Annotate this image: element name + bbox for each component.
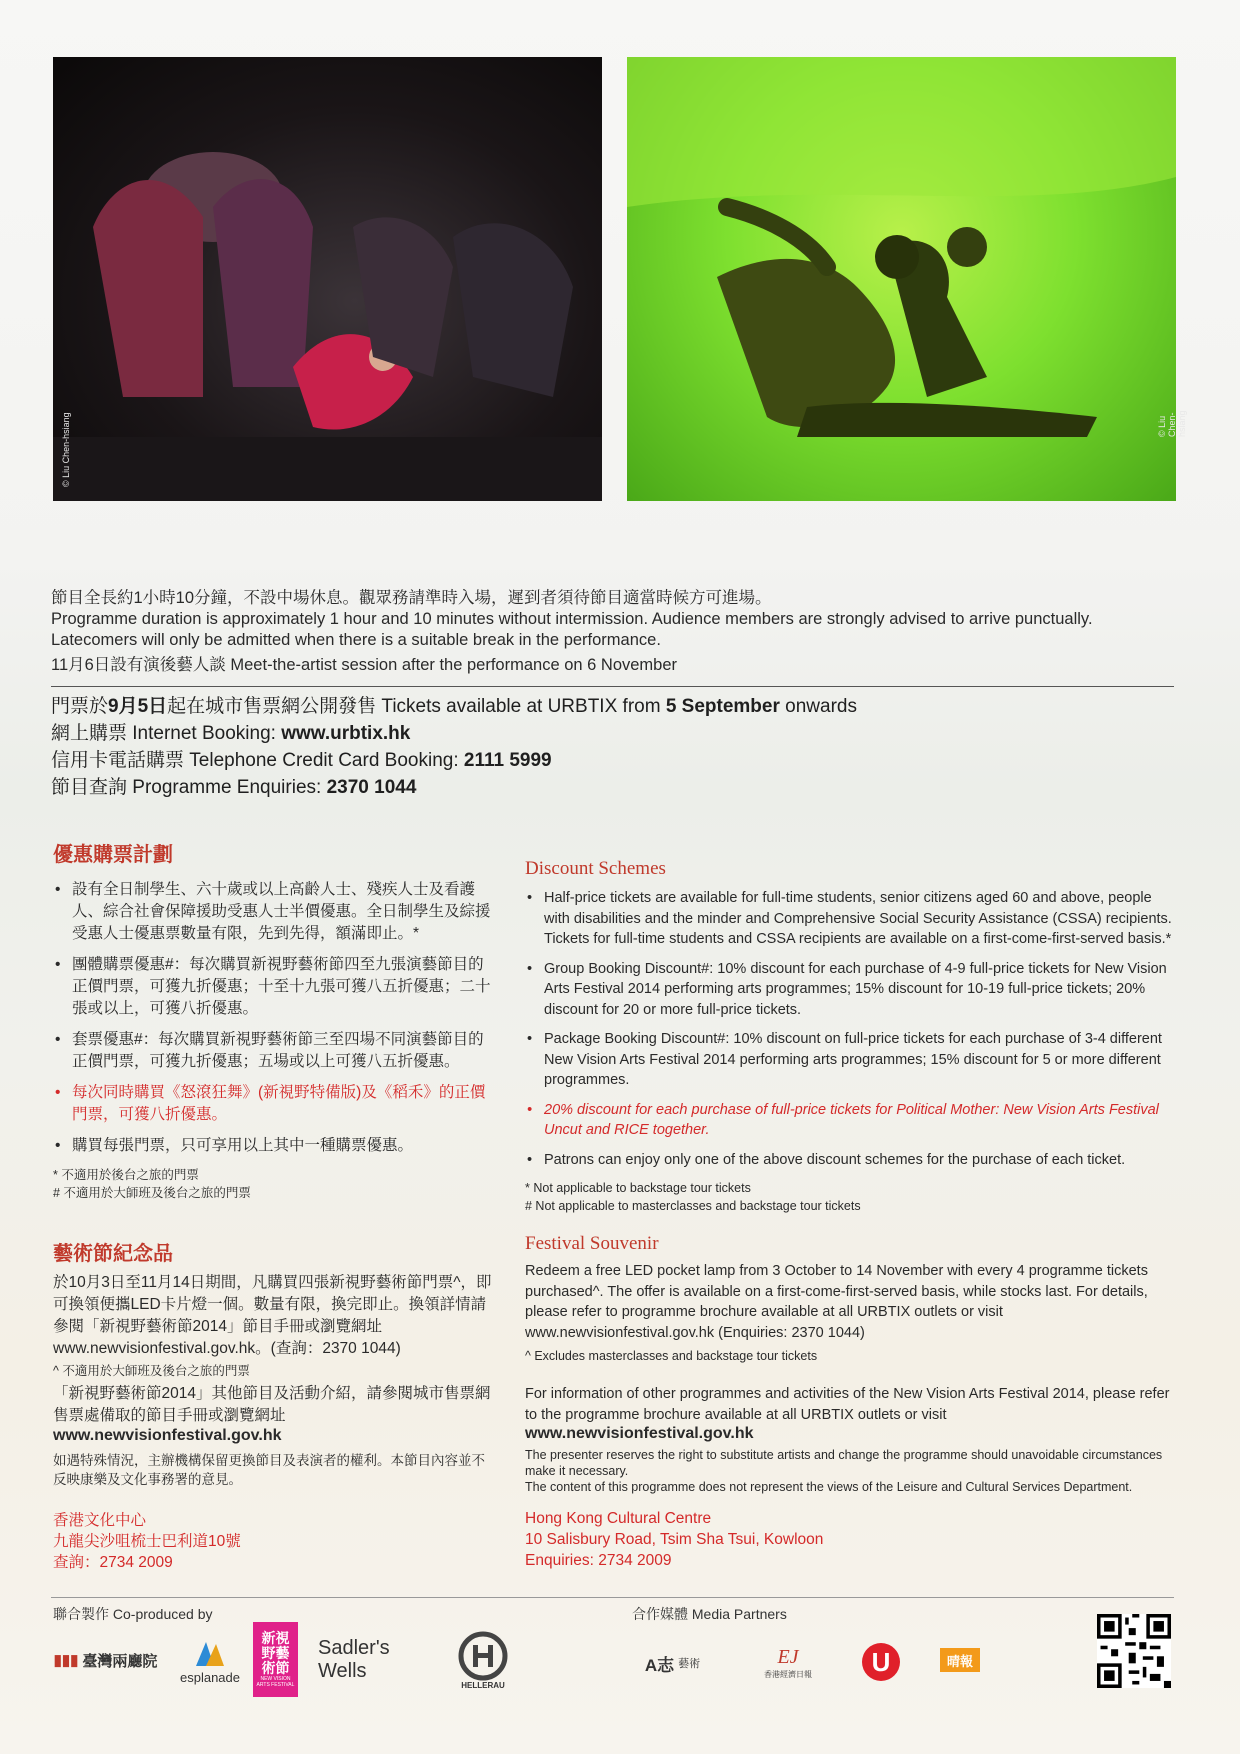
souvenir-en-heading: Festival Souvenir <box>525 1233 659 1254</box>
nvaf-logo: 新視野藝術節 NEW VISION ARTS FESTIVAL <box>253 1622 298 1697</box>
programme-intro <box>51 588 1181 676</box>
list-item: • 團體購票優惠#：每次購買新視野藝術節四至九張演藝節目的正價門票，可獲九折優惠；十至十九張可獲八五折優惠；二十張或以上，可獲八折優惠。 <box>53 954 498 1020</box>
hellerau-mark-icon <box>458 1631 508 1681</box>
u-magazine-logo: U <box>849 1642 913 1682</box>
list-item: • 20% discount for each purchase of full-price tickets for Political Mother: New Vision Arts Festival Uncut and RICE together. <box>525 1100 1176 1141</box>
ticket-sale-line: 門票於9月5日起在城市售票網公開發售 Tickets available at URBTIX from 5 September onwards <box>51 696 857 717</box>
duration-en: Programme duration is approximately 1 hour and 10 minutes without intermission. Audience members are strongly advised to arrive punctually. Latecomers will only be admitted when there is a suitable break in the performance. <box>51 610 1093 649</box>
list-item: • 設有全日制學生、六十歲或以上高齡人士、殘疾人士及看護人、綜合社會保障援助受惠人士半價優惠。全日制學生及綜援受惠人士優惠票數量有限，先到先得，額滿即止。* <box>53 879 498 945</box>
artnews-logo: A志 藝術 <box>644 1655 701 1675</box>
disclaimer-zh: 如遇特殊情況，主辦機構保留更換節目及表演者的權利。本節目內容並不反映康樂及文化事務署的意見。 <box>53 1453 485 1487</box>
esplanade-logo: esplanade <box>170 1628 250 1694</box>
programme-enquiries: 節目查詢 Programme Enquiries: 2370 1044 <box>51 777 417 798</box>
dance-photo-right <box>627 57 1187 501</box>
hellerau-logo: HELLERAU <box>452 1620 514 1700</box>
venue-name: Hong Kong Cultural Centre <box>525 1510 712 1527</box>
souvenir-zh-body: 於10月3日至11月14日期間，凡購買四張新視野藝術節門票^，即可換領便攜LED卡片燈一個。數量有限，換完即止。換領詳情請參閱「新視野藝術節2014」節目手冊或瀏覽網址 www.newvisionfestival.gov.hk。(查詢：2370 1044) <box>53 1274 492 1357</box>
discount-en-heading: Discount Schemes <box>525 858 666 879</box>
souvenir-zh-heading: 藝術節紀念品 <box>53 1243 173 1265</box>
venue-address: 10 Salisbury Road, Tsim Sha Tsui, Kowloon <box>525 1531 824 1548</box>
list-item: • 每次同時購買《怒滾狂舞》(新視野特備版)及《稻禾》的正價門票，可獲八折優惠。 <box>53 1082 498 1126</box>
photo-credit: © Liu Chen-hsiang <box>1157 410 1187 437</box>
photo-credit: © Liu Chen-hsiang <box>61 412 71 487</box>
footnote: * Not applicable to backstage tour tickets <box>525 1181 751 1195</box>
footnote: # Not applicable to masterclasses and backstage tour tickets <box>525 1199 861 1213</box>
more-info-zh <box>53 1383 498 1489</box>
festival-link-zh[interactable]: www.newvisionfestival.gov.hk <box>53 1427 282 1444</box>
duration-zh: 節目全長約1小時10分鐘，不設中場休息。觀眾務請準時入場，遲到者須待節目適當時候方可進場。 <box>51 589 772 607</box>
footnote: ^ Excludes masterclasses and backstage tour tickets <box>525 1349 818 1363</box>
urbtix-link[interactable]: www.urbtix.hk <box>281 723 411 744</box>
divider <box>51 686 1174 687</box>
disclaimer-en: The content of this programme does not represent the views of the Leisure and Cultural Services Department. <box>525 1480 1133 1494</box>
ticket-info <box>51 693 857 801</box>
media-partners-label: 合作媒體 Media Partners <box>632 1606 787 1622</box>
meet-artist-note: 11月6日設有演後藝人談 Meet-the-artist session after the performance on 6 November <box>51 656 678 674</box>
list-item: • Patrons can enjoy only one of the above discount schemes for the purchase of each ticket. <box>525 1150 1176 1171</box>
disclaimer-en: The presenter reserves the right to substitute artists and change the programme should unavoidable circumstances make it necessary. <box>525 1448 1163 1478</box>
discount-en-section <box>525 858 1176 1215</box>
esplanade-mark-icon <box>192 1638 228 1670</box>
list-item: • 購買每張門票，只可享用以上其中一種購票優惠。 <box>53 1135 498 1157</box>
list-item: • Group Booking Discount#: 10% discount for each purchase of 4-9 full-price tickets for New Vision Arts Festival 2014 performing arts programmes; 15% discount for 10-19 full-price tickets; 20% discount for 20 or more full-price tickets. <box>525 959 1176 1021</box>
souvenir-en-section <box>525 1233 1176 1365</box>
souvenir-en-body: Redeem a free LED pocket lamp from 3 October to 14 November with every 4 programme tickets purchased^. The offer is available on a first-come-first-served basis, while stocks last. For details, please refer to programme brochure available at all URBTIX outlets or visit www.newvisionfestival.gov.hk (Enquiries: 2370 1044) <box>525 1263 1148 1341</box>
more-info-zh-body: 「新視野藝術節2014」其他節目及活動介紹，請參閱城市售票網售票處備取的節目手冊或瀏覽網址 <box>53 1385 491 1424</box>
footnote: ^ 不適用於大師班及後台之旅的門票 <box>53 1364 250 1378</box>
souvenir-zh-section <box>53 1237 498 1380</box>
internet-booking: 網上購票 Internet Booking: www.urbtix.hk <box>51 723 411 744</box>
discount-zh-heading: 優惠購票計劃 <box>53 844 173 866</box>
list-item: • Half-price tickets are available for full-time students, senior citizens aged 60 and above, people with disabilities and the minder and Comprehensive Social Security Assistance (CSSA) recipients. Tickets for full-time students and CSSA recipients are available on a first-come-first-served basis.* <box>525 888 1176 950</box>
footer-divider <box>51 1597 1174 1598</box>
skypost-logo: 晴報 <box>940 1648 980 1672</box>
sadlers-wells-logo: Sadler's Wells <box>318 1637 390 1682</box>
dance-photo-left <box>53 57 602 501</box>
footnote: * 不適用於後台之旅的門票 <box>53 1168 199 1182</box>
more-info-en <box>525 1384 1176 1495</box>
festival-link-en[interactable]: www.newvisionfestival.gov.hk <box>525 1425 754 1442</box>
more-info-en-body: For information of other programmes and activities of the New Vision Arts Festival 2014, please refer to the programme brochure available at all URBTIX outlets or visit <box>525 1386 1170 1423</box>
dancers-illustration-left <box>53 57 602 501</box>
venue-enquiries: 查詢：2734 2009 <box>53 1554 173 1571</box>
venue-enquiries: Enquiries: 2734 2009 <box>525 1552 672 1569</box>
coproduced-label: 聯合製作 Co-produced by <box>53 1606 213 1622</box>
venue-address: 九龍尖沙咀梳士巴利道10號 <box>53 1533 241 1550</box>
taiwan-ntch-logo: ▮▮▮ 臺灣兩廳院 <box>53 1652 158 1670</box>
qr-code-icon <box>1097 1614 1171 1688</box>
venue-zh <box>53 1510 498 1573</box>
phone-booking: 信用卡電話購票 Telephone Credit Card Booking: 2111 5999 <box>51 750 552 771</box>
dancers-illustration-right <box>627 57 1176 501</box>
venue-en <box>525 1508 1176 1571</box>
list-item: • 套票優惠#：每次購買新視野藝術節三至四場不同演藝節目的正價門票，可獲九折優惠；五場或以上可獲八五折優惠。 <box>53 1029 498 1073</box>
list-item: • Package Booking Discount#: 10% discount on full-price tickets for each purchase of 3-4 different New Vision Arts Festival 2014 performing arts programmes; 15% discount for 5 or more different programmes. <box>525 1029 1176 1091</box>
hkej-logo: EJ 香港經濟日報 <box>764 1646 812 1679</box>
discount-zh-section <box>53 838 498 1202</box>
footnote: # 不適用於大師班及後台之旅的門票 <box>53 1186 251 1200</box>
qr-code[interactable] <box>1097 1614 1171 1688</box>
venue-name: 香港文化中心 <box>53 1512 147 1529</box>
